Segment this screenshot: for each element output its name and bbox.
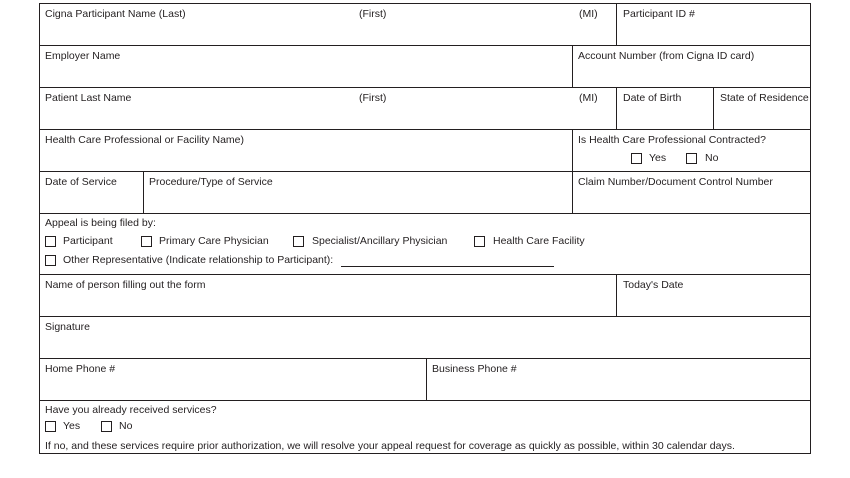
date-of-service-label: Date of Service [45, 176, 117, 188]
patient-last-name-label: Patient Last Name [45, 92, 132, 104]
participant-id-label: Participant ID # [623, 8, 695, 20]
signature-row [39, 316, 811, 358]
state-of-residence-label: State of Residence [720, 92, 809, 104]
provider-row [39, 129, 811, 171]
services-yes-label: Yes [63, 420, 81, 432]
person-name-label: Name of person filling out the form [45, 279, 206, 291]
patient-row [39, 87, 811, 129]
other-representative-label: Other Representative (Indicate relationship to Participant): [63, 254, 334, 266]
services-no-label: No [119, 420, 133, 432]
participant-checkbox[interactable] [45, 236, 56, 247]
facility-option-label: Health Care Facility [493, 235, 585, 247]
contracted-no-checkbox[interactable] [686, 153, 697, 164]
business-phone-label: Business Phone # [432, 363, 517, 375]
contracted-yes-checkbox[interactable] [631, 153, 642, 164]
participant-mi-label: (MI) [579, 8, 598, 20]
filed-by-row [39, 213, 811, 274]
claim-number-label: Claim Number/Document Control Number [578, 176, 773, 188]
phone-row [39, 358, 811, 400]
employer-name-label: Employer Name [45, 50, 121, 62]
participant-option-label: Participant [63, 235, 113, 247]
home-phone-label: Home Phone # [45, 363, 116, 375]
services-no-checkbox[interactable] [101, 421, 112, 432]
services-row [39, 400, 811, 453]
specialist-option-label: Specialist/Ancillary Physician [312, 235, 448, 247]
employer-row [39, 45, 811, 87]
patient-first-name-label: (First) [359, 92, 387, 104]
todays-date-label: Today's Date [623, 279, 684, 291]
primary-care-checkbox[interactable] [141, 236, 152, 247]
relationship-underline[interactable] [341, 266, 554, 267]
contracted-question-label: Is Health Care Professional Contracted? [578, 134, 766, 146]
facility-checkbox[interactable] [474, 236, 485, 247]
participant-last-name-label: Cigna Participant Name (Last) [45, 8, 186, 20]
account-number-label: Account Number (from Cigna ID card) [578, 50, 755, 62]
specialist-checkbox[interactable] [293, 236, 304, 247]
primary-care-option-label: Primary Care Physician [159, 235, 269, 247]
patient-mi-label: (MI) [579, 92, 598, 104]
services-question-label: Have you already received services? [45, 404, 217, 416]
other-representative-checkbox[interactable] [45, 255, 56, 266]
signature-label: Signature [45, 321, 90, 333]
person-filling-row [39, 274, 811, 316]
procedure-label: Procedure/Type of Service [149, 176, 273, 188]
filed-by-label: Appeal is being filed by: [45, 217, 156, 229]
participant-name-row [39, 3, 811, 45]
appeal-form [39, 3, 811, 453]
provider-name-label: Health Care Professional or Facility Name) [45, 134, 244, 146]
services-yes-checkbox[interactable] [45, 421, 56, 432]
contracted-yes-label: Yes [649, 152, 667, 164]
contracted-no-label: No [705, 152, 719, 164]
participant-first-name-label: (First) [359, 8, 387, 20]
service-row [39, 171, 811, 213]
date-of-birth-label: Date of Birth [623, 92, 682, 104]
prior-authorization-note: If no, and these services require prior authorization, we will resolve your appeal request for coverage as quickly as possible, within 30 calendar days. [45, 440, 735, 452]
